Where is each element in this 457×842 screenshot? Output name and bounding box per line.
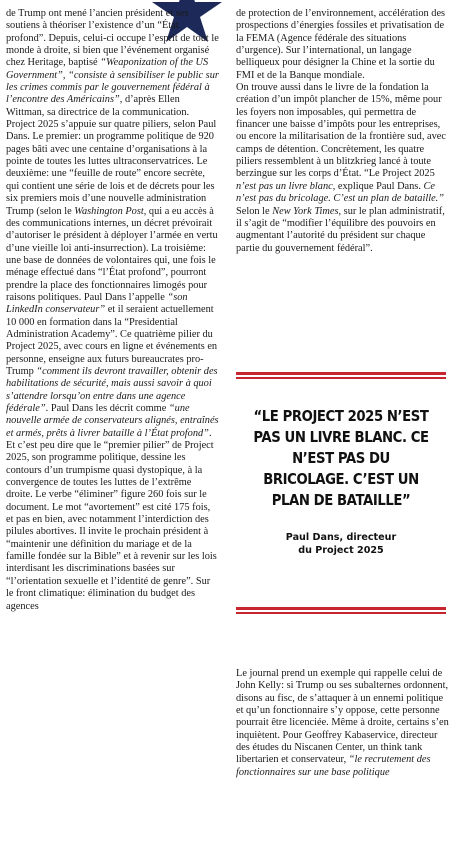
article-paragraph [6,440,220,613]
attribution-name: Paul Dans, directeur [285,532,397,543]
text-run: , explique Paul Dans. [332,180,424,192]
italic-run: Washington Post [74,205,144,217]
text-run: et il seraient actuellement 10 000 en formation dans la “Presidential Administration Academy”. Ce quatrième pilier du Project 2025, avec cours en ligne et événements en personne, enseigne aux futurs bureaucrates pro-Trump [6,304,218,377]
text-run: de protection de l’environnement, accélération des prospections d’énergies fossiles et privatisation de la FEMA (Agence fédérale des situations d’urgence). Sur l’international, un langage belliqueux pour désigner la Chine et la sortie du FMI et de la Banque mondiale. [236,8,446,81]
text-run: Et c’est peu dire que le “premier pilier” de Project 2025, son programme politique, dessine les contours d’un trumpisme quasi dystopique, à la convergence de toutes les luttes de l’extrême droite. Le verbe “éliminer” figure 260 fois sur le document. Le mot “avortement” est cité 175 fois, et pas en bien, avec notamment l’interdiction des pilules abortives. Il invite le prochain président à “maintenir une définition du mariage et de la famille fondée sur la Bible” et à revenir sur les lois interdisant les discriminations basées sur “l’orientation sexuelle et l’identité de genre”. Sur le front climatique: élimination du budget des agences [6,440,217,612]
bottom-rule-divider [236,607,446,614]
italic-run: “une nouvelle armée de conservateurs alignés, entraînés et armés, prêts à livrer bataille à l’État profond” [6,403,219,439]
pull-quote-text: “LE PROJECT 2025 N’EST PAS UN LIVRE BLANC. CE N’EST PAS DU BRICOLAGE. C’EST UN PLAN DE BATAILLE” [253,407,429,509]
text-run: de Trump ont mené l’ancien président et ses soutiens à théoriser l’existence d’un “État profond”. Depuis, celui-ci occupe l’esprit de tout le monde à droite, si bien que l’événement organisé chez Heritage, baptisé [6,8,219,69]
text-run: Le journal prend un exemple qui rappelle celui de John Kelly: si Trump ou ses subalternes ordonnent, disons au fisc, de s’attaquer à un ennemi politique et qu’un fonctionnaire s’y oppose, cette personne pourrait être licenciée. Même à droite, certains s’en inquiètent. Pour Geoffrey Kabaservice, directeur des études du Niscanen Center, un think tank libertarien et conservateur, [236,668,449,766]
text-run: “Le Project 2025 [364,168,435,180]
text-run: . Paul Dans les décrit comme [45,403,169,414]
top-rule-divider [236,372,446,379]
text-run: Selon le [236,205,273,217]
article-column-right-bottom [236,668,450,779]
text-run: , [62,69,69,81]
article-paragraph [236,8,450,82]
text-run: , sur le plan administratif, il s’agit de “modifier l’équilibre des pouvoirs en augmentant l’autorité du président sur chaque partie du gouvernement fédéral”. [236,205,445,254]
italic-run: “comment ils devront travailler, obtenir des habilitations de sécurité, mais aussi savoir à quoi s’attendre lorsqu’on entre dans une agence fédérale” [6,365,218,414]
italic-run: “son LinkedIn conservateur” [6,291,188,316]
italic-run: “Weaponization of the US Government” [6,57,209,81]
pull-quote-attribution [236,532,446,557]
italic-run: “consiste à sensibiliser le public sur les crimes commis par le gouvernement fédéral à l’encontre des Américains” [6,69,219,106]
text-run: . [208,427,212,439]
attribution-role: du Project 2025 [298,544,384,556]
text-run: , d’après Ellen Wittman, sa directrice de la communication. Project 2025 s’appuie sur quatre piliers, selon Paul Dans. Le premier: un programme politique de 920 pages bâti avec une centaine d’organisations à la pointe de toutes les luttes ultraconservatrices. Le deuxième: une “feuille de route” encore secrète, qui contient une série de lois et de décrets pour les six premiers mois d’une nouvelle administration Trump (selon le [6,94,217,217]
article-column-left [6,8,220,613]
italic-run: n’est pas un livre blanc [236,180,333,192]
article-column-right-top [236,8,450,255]
article-paragraph [6,8,220,440]
italic-run: “le recrutement des fonctionnaires sur une base politique [236,754,431,778]
text-run: On trouve aussi dans le livre de la fondation la création d’un impôt plancher de 15%, même pour les foyers non imposables, qui permettra de financer une baisse d’impôts pour les entreprises, ou encore la militarisation de la frontière sud, avec camps de détention. Concrètement, les quatre piliers ressemblent à un blitzkrieg lancé à toute berzingue sur les corps d’État. [236,82,446,180]
italic-run: New York Times [272,205,339,217]
article-paragraph [236,668,450,779]
italic-run: Ce n’est pas du bricolage. C’est un plan de bataille.” [236,180,445,205]
article-paragraph [236,82,450,255]
pull-quote [236,372,446,617]
text-run: , qui a eu accès à des communications internes, un décret prévoirait d’autoriser le président à déployer l’armée en vertu d’une vieille loi anti-insurrection). La troisième: une base de données de volontaires qui, une fois le ménage effectué dans “l’État profond”, pourront prendre la place des fonctionnaires limogés pour raisons politiques. Paul Dans l’appelle [6,205,218,303]
